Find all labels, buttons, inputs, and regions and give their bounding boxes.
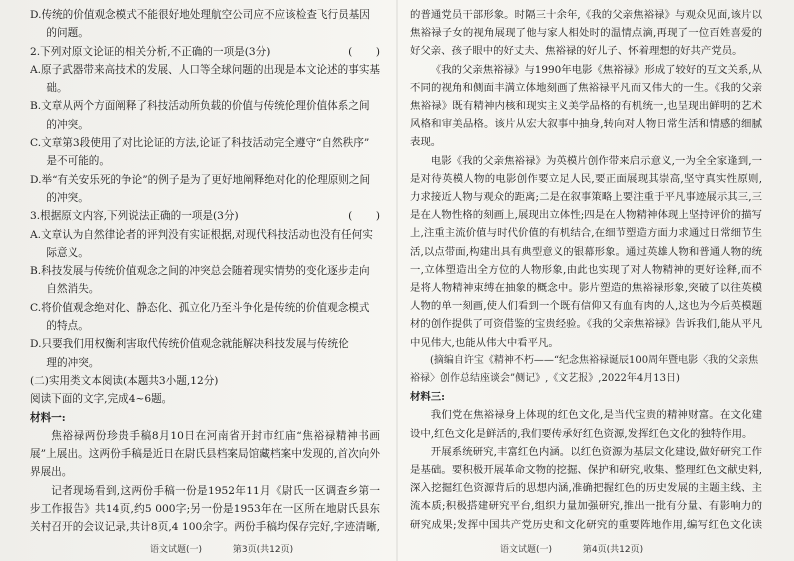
q3-option-c: C.将价值观念绝对化、静态化、孤立化乃至斗争化是传统的价值观念模式的特点。: [30, 301, 370, 333]
material-3-label: 材料三:: [410, 391, 446, 404]
q3-option-a: A.文章认为自然律论者的评判没有实证根据,对现代科技活动也没有任何实 际意义。: [30, 228, 373, 259]
material-1-para-2: 记者现场看到,这两份手稿一份是1952年11月《尉氏一区调查乡第一步工作报告》共14页,约5 000字;另一份是1953年在一区所在地尉氏县东关村召开的会议记录,共计8页,4 100余字。两份手稿均保存完好,字迹清晰,: [30, 484, 380, 534]
material-3-para-1: 我们党在焦裕禄身上体现的红色文化,是当代宝贵的精神财富。在文化建设中,红色文化是鲜活的,我们要传承好红色资源,发挥红色文化的独特作用。: [410, 409, 762, 440]
q3-option-b: B.科技发展与传统价值观念之间的冲突总会随着现实情势的变化逐步走向 自然消失。: [30, 265, 370, 296]
q1-option-d: D.传统的价值观念模式不能很好地处理航空公司应不应该检查飞行员基因 的问题。: [30, 9, 370, 40]
q3-option-d: D.只要我们用权衡利害取代传统价值观念就能解决科技发展与传统伦 理的冲突。: [30, 338, 349, 369]
material-3-para-2: 开展系统研究,丰富红色内涵。以红色资源为基层文化建设,做好研究工作是基础。要积极开展革命文物的挖掘、保护和研究,收集、整理红色文献史料,深入挖掘红色资源背后的思想内涵,准确把握红色的历史发展的主题主线、主流本质;积极搭建研究平台,组织力量加强研究,推出一批有分量、有影响力的研究成果;发挥中国共产党历史和文化研究的重要阵地作用,编写红色文化读: [410, 445, 762, 531]
material-1-label: 材料一:: [30, 411, 66, 424]
q2-option-b: B.文章从两个方面阐释了科技活动所负载的价值与传统伦理价值体系之间 的冲突。: [30, 100, 370, 131]
footer-exam-name: 语文试题(一): [500, 545, 553, 555]
material-2-para-4: 《我的父亲焦裕禄》与1990年电影《焦裕禄》形成了较好的互文关系,从不同的视角和侧面丰满立体地刻画了焦裕禄平凡而又伟大的一生。《我的父亲焦裕禄》既有精神内核和现实主义美学品格的有机统一,也呈现出鲜明的艺术风格和审美品格。该片从宏大叙事中抽身,转向对人物日常生活和情感的细腻表现。: [410, 63, 762, 149]
section-heading: (二)实用类文本阅读(本题共3小题,12分): [30, 374, 219, 387]
left-footer: [150, 542, 321, 555]
answer-paren: ( ): [348, 210, 380, 223]
material-1-para-1: 焦裕禄两份珍贵手稿8月10日在河南省开封市红庙“焦裕禄精神书画展”上展出。这两份手稿是近日在尉氏县档案局馆藏档案中发现的,首次向外界展出。: [30, 429, 380, 479]
footer-page-number: 第4页(共12页): [582, 545, 644, 555]
footer-exam-name: 语文试题(一): [150, 545, 203, 555]
q2-option-d: D.举“有关安乐死的争论”的例子是为了更好地阐释绝对化的伦理原则之间 的冲突。: [30, 173, 371, 204]
material-2-source: (摘编自许宝《精神不朽——“纪念焦裕禄诞辰100周年暨电影〈我的父亲焦裕禄〉创作总结座谈会”侧记》,《文艺报》,2022年4月13日): [410, 354, 759, 385]
page-fold: [396, 0, 398, 561]
material-2-para-5: 电影《我的父亲焦裕禄》为英模片创作带来启示意义,一为全全家逢到,一是对待英模人物的电影创作要立足人民,要正面展现其崇高,坚守真实性原则,力求接近人物与观众的距离;二是在叙事策略上要注重于平凡事迹展示其三,三是在人物性格的刻画上,展现出立体性;四是在人物精神体现上坚持评价的描写上,注重主流价值与时代价值的有机结合,在细节塑造方面力求通过日常细节生活,以点带面,构建出具有典型意义的银幕形象。通过英雄人物和普通人物的统一,立体塑造出全方位的人物形象,由此也实现了对人物精神的更好诠释,而不是将人物精神束缚在抽象的概念中。影片塑造的焦裕禄形象,突破了以往英模人物的单一刻画,使人们看到一个既有信仰又有血有肉的人,这也为今后英模题材的创作提供了可资借鉴的宝贵经验。《我的父亲焦裕禄》告诉我们,能从平凡中见伟大,也能从伟大中看平凡。: [410, 154, 762, 349]
q2-stem: 2.下列对原文论证的相关分析,不正确的一项是(3分) ( ): [30, 43, 380, 61]
right-page: [410, 6, 762, 537]
left-page: [30, 6, 380, 537]
q3-stem: 3.根据原文内容,下列说法正确的一项是(3分) ( ): [30, 207, 380, 225]
footer-page-number: 第3页(共12页): [232, 545, 294, 555]
instruction: 阅读下面的文字,完成4~6题。: [30, 393, 173, 406]
right-footer: [500, 542, 671, 555]
answer-paren: ( ): [348, 45, 380, 58]
material-2-para-3: 的普通党员干部形象。时隔三十余年,《我的父亲焦裕禄》与观众见面,该片以焦裕禄子女的视角展现了他与家人相处时的温情点滴,再现了一位百姓喜爱的好父亲、孩子眼中的好丈夫、焦裕禄的好儿子、怀着理想的好共产党员。: [410, 9, 762, 58]
q2-option-c: C.文章第3段使用了对比论证的方法,论证了科技活动完全遵守“自然秩序” 是不可能的。: [30, 137, 370, 168]
q2-option-a: A.原子武器带来高技术的发展、人口等全球问题的出现是本文论述的事实基础。: [30, 63, 380, 95]
